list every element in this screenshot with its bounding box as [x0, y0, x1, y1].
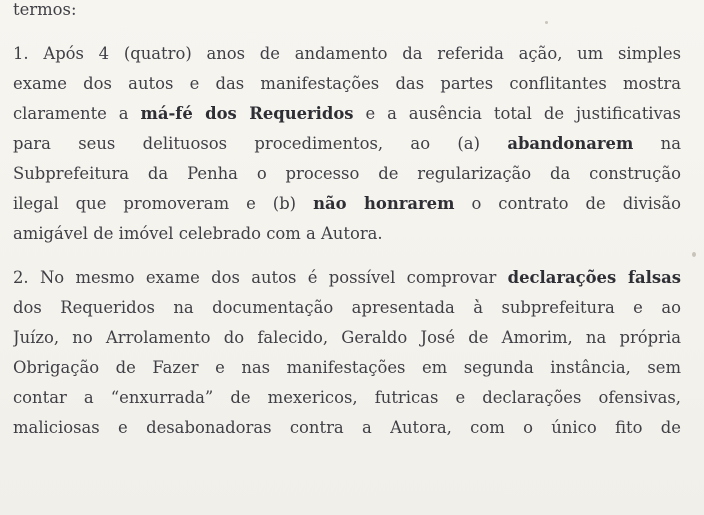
text-segment: claramente a [13, 104, 141, 123]
text-segment: e a ausência total de justificativas [353, 104, 681, 123]
paragraph-2-line-6: maliciosas e desabonadoras contra a Autora, com o único fito de [13, 418, 681, 437]
bold-phrase-ma-fe: má-fé dos Requeridos [140, 104, 354, 123]
paragraph-1-line-4 [13, 129, 681, 159]
paragraph-1-line-7: amigável de imóvel celebrado com a Autora. [13, 224, 383, 243]
bold-phrase-nao-honrarem: não honrarem [313, 194, 455, 213]
text-segment: 2. No mesmo exame dos autos é possível comprovar [13, 268, 508, 287]
paragraph-2-line-2: dos Requeridos na documentação apresentada à subprefeitura e ao [13, 298, 681, 317]
paragraph-1-line-3 [13, 99, 681, 129]
paragraph-2-line-1 [13, 263, 681, 293]
text-segment: para seus delituosos procedimentos, ao (a) [13, 134, 508, 153]
text-segment: na [633, 134, 681, 153]
text-segment: o contrato de divisão [454, 194, 681, 213]
text-segment: ilegal que promoveram e (b) [13, 194, 314, 213]
paragraph-2-line-3: Juízo, no Arrolamento do falecido, Geraldo José de Amorim, na própria [13, 328, 681, 347]
paragraph-2-line-4: Obrigação de Fazer e nas manifestações em segunda instância, sem [13, 358, 681, 377]
bold-phrase-declaracoes-falsas: declarações falsas [507, 268, 681, 287]
document-body [13, 0, 681, 443]
paragraph-1-line-1: 1. Após 4 (quatro) anos de andamento da referida ação, um simples [13, 44, 681, 63]
scan-speck [692, 252, 696, 257]
paragraph-1 [13, 39, 681, 249]
intro-line: termos: [13, 0, 77, 19]
paragraph-2 [13, 263, 681, 443]
paragraph-1-line-6 [13, 189, 681, 219]
paragraph-2-line-5: contar a “enxurrada” de mexericos, futricas e declarações ofensivas, [13, 388, 681, 407]
bold-word-abandonarem: abandonarem [507, 134, 634, 153]
paragraph-1-line-5: Subprefeitura da Penha o processo de regularização da construção [13, 164, 681, 183]
paragraph-1-line-2: exame dos autos e das manifestações das partes conflitantes mostra [13, 74, 681, 93]
